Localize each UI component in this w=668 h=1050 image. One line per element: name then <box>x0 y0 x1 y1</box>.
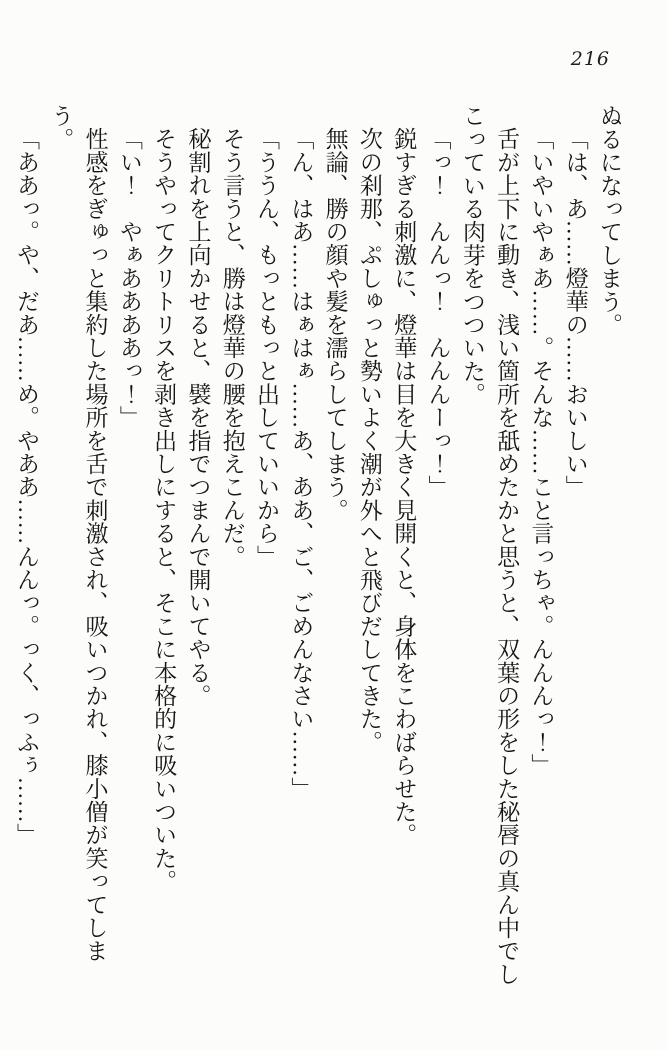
narration-line: 秘割れを上向かせると、襞を指でつまんで開いてやる。 <box>185 127 211 707</box>
narration-line: 無論、勝の顔や髪を濡らしてしまう。 <box>322 127 348 522</box>
narration-line: そう言うと、勝は燈華の腰を抱えこんだ。 <box>219 127 245 568</box>
narration-line: 鋭すぎる刺激に、燈華は目を大きく見開くと、身体をこわばらせた。 <box>391 127 417 847</box>
narration-line: 性感をぎゅっと集約した場所を舌で刺激され、吸いつかれ、膝小僧が笑ってしまう。 <box>48 104 108 963</box>
dialogue-line: 「い！ やぁああああっ！」 <box>116 127 142 429</box>
dialogue-line: 「ううん、もっともっと出していいから」 <box>254 127 280 568</box>
narration-line: 舌が上下に動き、浅い箇所を舐めたかと思うと、双葉の形をした秘唇の真ん中でしこっている肉芽をつついた。 <box>459 104 520 986</box>
dialogue-line: 「は、あ……燈華の……おいしい」 <box>562 127 588 499</box>
dialogue-line: 「いやいやぁあ……。そんな……こと言っちゃ。んんんっ！」 <box>528 127 554 777</box>
narration-line: 次の刹那、ぷしゅっと勢いよく潮が外へと飛びだしてきた。 <box>356 127 382 754</box>
page-number: 216 <box>570 48 610 70</box>
dialogue-line: 「ん、はあ……はぁはぁ……あ、ああ、ご、ごめんなさい……」 <box>288 127 314 800</box>
narration-line: そうやってクリトリスを剥き出しにすると、そこに本格的に吸いついた。 <box>151 127 177 893</box>
dialogue-line: 「ああっ。や、だあ……め。やああ……んんっ。っく、っふぅ……」 <box>13 127 39 847</box>
dialogue-line: 「っ！ んんっ！ んんんーっ！」 <box>425 127 451 499</box>
page-text <box>13 104 626 990</box>
narration-line: ぬるになってしまう。 <box>597 104 622 336</box>
